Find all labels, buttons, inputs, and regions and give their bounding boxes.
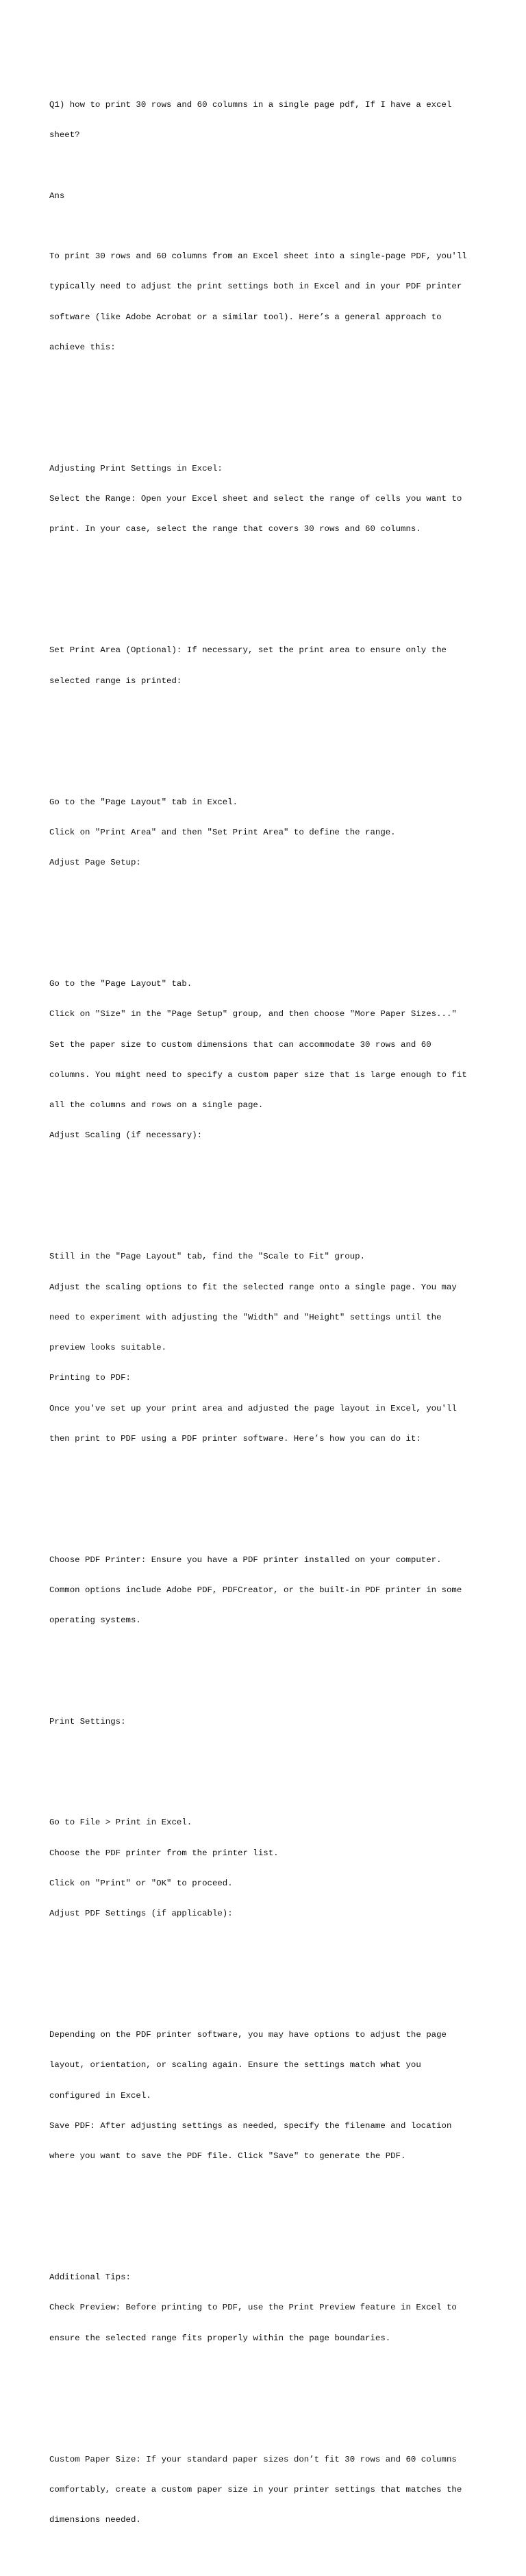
blank-line: [49, 1970, 488, 1980]
text-line: achieve this:: [49, 342, 116, 352]
text-line: Common options include Adobe PDF, PDFCreator, or the built-in PDF printer in some: [49, 1585, 462, 1595]
blank-line: [49, 1757, 488, 1768]
question-line: Q1) how to print 30 rows and 60 columns in a single page pdf, If I have a excel: [49, 99, 452, 110]
section-heading: Additional Tips:: [49, 2272, 131, 2282]
blank-line: [49, 403, 488, 413]
text-line: dimensions needed.: [49, 2515, 141, 2525]
text-line: Check Preview: Before printing to PDF, use the Print Preview feature in Excel to: [49, 2303, 457, 2313]
blank-line: [49, 1191, 488, 1202]
step-line: Go to the "Page Layout" tab.: [49, 979, 192, 989]
answer-label: Ans: [49, 190, 65, 201]
text-line: software (like Adobe Acrobat or a similar tool). Here’s a general approach to: [49, 312, 442, 322]
text-line: Choose PDF Printer: Ensure you have a PDF printer installed on your computer.: [49, 1555, 442, 1565]
step-line: Go to the "Page Layout" tab in Excel.: [49, 797, 238, 807]
text-line: configured in Excel.: [49, 2090, 151, 2101]
text-line: ensure the selected range fits properly within the page boundaries.: [49, 2333, 391, 2343]
blank-line: [49, 2394, 488, 2404]
blank-line: [49, 919, 488, 929]
text-line: Once you've set up your print area and adjusted the page layout in Excel, you'll: [49, 1403, 457, 1413]
choose-printer-paragraph: [49, 1535, 488, 1646]
section-heading: Printing to PDF:: [49, 1373, 131, 1383]
blank-line: [49, 736, 488, 747]
text-line: Select the Range: Open your Excel sheet and select the range of cells you want to: [49, 494, 462, 504]
print-area-steps: [49, 777, 488, 888]
text-line: selected range is printed:: [49, 676, 182, 686]
text-line: comfortably, create a custom paper size in your printer settings that matches the: [49, 2484, 462, 2494]
question-line: sheet?: [49, 130, 80, 140]
document-body: [49, 49, 488, 2576]
text-line: then print to PDF using a PDF printer software. Here’s how you can do it:: [49, 1433, 421, 1444]
blank-line: [49, 1494, 488, 1504]
text-line: where you want to save the PDF file. Click "Save" to generate the PDF.: [49, 2151, 406, 2161]
page-setup-steps: [49, 959, 488, 1161]
step-line: columns. You might need to specify a custom paper size that is large enough to fit: [49, 1069, 467, 1080]
text-line: print. In your case, select the range that covers 30 rows and 60 columns.: [49, 524, 421, 534]
text-line: Set Print Area (Optional): If necessary, set the print area to ensure only the: [49, 645, 447, 656]
step-line: Set the paper size to custom dimensions that can accommodate 30 rows and 60: [49, 1039, 431, 1050]
step-line: Click on "Print" or "OK" to proceed.: [49, 1878, 233, 1888]
excel-settings-section: [49, 443, 488, 554]
blank-line: [49, 1676, 488, 1687]
question-block: [49, 79, 488, 160]
section-heading: Adjust PDF Settings (if applicable):: [49, 1909, 233, 1918]
print-settings-steps: [49, 1798, 488, 1940]
section-heading: Adjust Page Setup:: [49, 858, 141, 867]
step-line: preview looks suitable.: [49, 1343, 167, 1352]
section-heading: Adjust Scaling (if necessary):: [49, 1130, 203, 1141]
text-line: Custom Paper Size: If your standard paper sizes don’t fit 30 rows and 60 columns: [49, 2454, 457, 2464]
custom-paper-paragraph: [49, 2434, 488, 2545]
step-line: need to experiment with adjusting the "Width" and "Height" settings until the: [49, 1312, 442, 1322]
blank-line: [49, 585, 488, 595]
print-area-paragraph: [49, 626, 488, 706]
blank-line: [49, 2212, 488, 2222]
step-line: Click on "Size" in the "Page Setup" group, and then choose "More Paper Sizes...": [49, 1009, 457, 1019]
text-line: layout, orientation, or scaling again. Ensure the settings match what you: [49, 2060, 421, 2070]
step-line: Adjust the scaling options to fit the selected range onto a single page. You may: [49, 1282, 457, 1292]
text-line: To print 30 rows and 60 columns from an Excel sheet into a single-page PDF, you'll: [49, 251, 467, 261]
section-heading: Print Settings:: [49, 1716, 126, 1726]
text-line: typically need to adjust the print settings both in Excel and in your PDF printer: [49, 282, 462, 292]
step-line: Go to File > Print in Excel.: [49, 1818, 192, 1828]
text-line: operating systems.: [49, 1615, 141, 1626]
text-line: Save PDF: After adjusting settings as needed, specify the filename and location: [49, 2120, 452, 2131]
step-line: Click on "Print Area" and then "Set Print Area" to define the range.: [49, 827, 396, 837]
section-heading: Adjusting Print Settings in Excel:: [49, 463, 223, 473]
step-line: Choose the PDF printer from the printer list.: [49, 1848, 279, 1858]
step-line: Still in the "Page Layout" tab, find the "Scale to Fit" group.: [49, 1252, 366, 1262]
step-line: all the columns and rows on a single page.: [49, 1100, 264, 1110]
scaling-steps: [49, 1232, 488, 1464]
pdf-settings-steps: [49, 2010, 488, 2182]
text-line: Depending on the PDF printer software, you may have options to adjust the page: [49, 2030, 447, 2040]
intro-paragraph: [49, 232, 488, 373]
additional-tips: [49, 2253, 488, 2364]
